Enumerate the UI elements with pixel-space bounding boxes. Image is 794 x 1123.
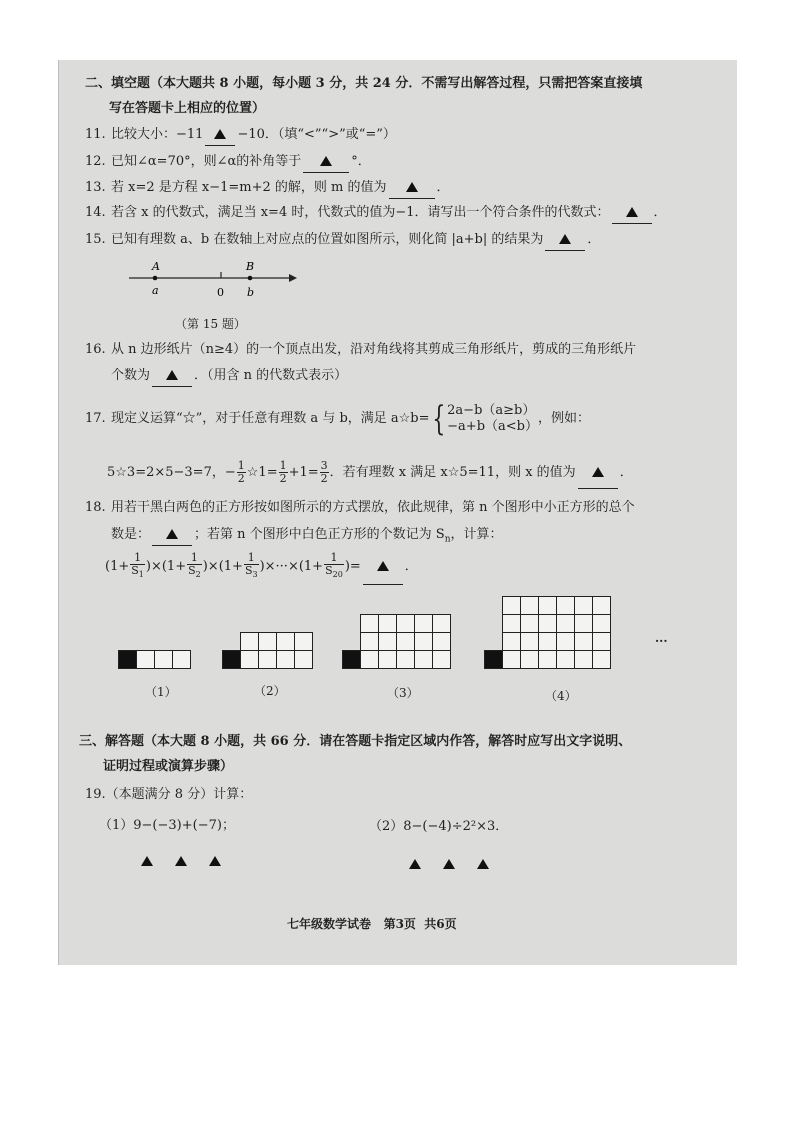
triangle-icon (443, 859, 455, 869)
white-square (240, 632, 259, 651)
section2-title-cont: 写在答题卡上相应的位置） (109, 101, 266, 116)
triangle-icon (406, 182, 418, 192)
label-A: A (152, 260, 160, 273)
brace-icon: { (431, 398, 445, 439)
white-square (502, 614, 521, 633)
figure-caption-4: （4） (545, 689, 577, 703)
white-square (574, 614, 593, 633)
fraction: $\frac{1}{S_{20}}$ (325, 550, 343, 580)
question-16: 16. 从 n 边形纸片（n≥4）的一个顶点出发，沿对角线将其剪成三角形纸片，剪成的三角形纸片 (85, 342, 637, 357)
white-square (520, 650, 539, 669)
white-square (360, 632, 379, 651)
question-18-cont: 数是： ；若第 n 个图形中白色正方形的个数记为 $S_n$，计算： (111, 527, 503, 545)
white-square (574, 596, 593, 615)
answer-blank (152, 366, 192, 387)
fraction: $\frac{3}{2}$ (320, 459, 328, 485)
fraction: $\frac{1}{2}$ (279, 459, 287, 485)
white-square (432, 632, 451, 651)
question-18-expression: (1+ $\frac{1}{S_1}$ )×(1+ $\frac{1}{S_2}$ )×(1+ $\frac{1}{S_3}$ )×···×(1+ $\frac{1}{S_{20}}$ )= ． (105, 550, 418, 585)
triangle-icon (166, 529, 178, 539)
white-square (538, 650, 557, 669)
white-square (360, 614, 379, 633)
answer-blank (578, 458, 618, 489)
question-15: 15. 已知有理数 a、b 在数轴上对应点的位置如图所示，则化简 |a+b| 的结果为 ． (85, 230, 600, 251)
answer-blank (612, 203, 652, 224)
white-square (276, 650, 295, 669)
question-19-part1: （1）9−(−3)+(−7)； (99, 818, 235, 833)
white-square (378, 632, 397, 651)
question-14: 14. 若含 x 的代数式，满足当 x=4 时，代数式的值为−1．请写出一个符合条件的代数式： ． (85, 203, 667, 224)
question-11: 11. 比较大小：−11 −10．（填“<”“>”或“=”） (85, 125, 396, 146)
triangle-icon (626, 207, 638, 217)
triangle-icon (209, 856, 221, 866)
page-footer: 七年级数学试卷 第3页 共6页 (287, 917, 457, 931)
white-square (414, 632, 433, 651)
point-b (248, 276, 253, 281)
fraction: $\frac{1}{S_2}$ (188, 550, 201, 580)
triangle-icon (477, 859, 489, 869)
label-b: b (247, 286, 255, 299)
white-square (414, 614, 433, 633)
point-a (153, 276, 158, 281)
white-square (360, 650, 379, 669)
answer-blank (303, 152, 349, 173)
white-square (294, 650, 313, 669)
white-square (574, 650, 593, 669)
triangle-icon (166, 370, 178, 380)
white-square (538, 596, 557, 615)
white-square (396, 650, 415, 669)
triangle-icon (175, 856, 187, 866)
black-square (342, 650, 361, 669)
white-square (396, 632, 415, 651)
ellipsis: ··· (655, 634, 668, 648)
figure-caption-3: （3） (387, 686, 419, 700)
black-square (118, 650, 137, 669)
white-square (538, 614, 557, 633)
triangle-icon (377, 561, 389, 571)
triangle-icon (320, 156, 332, 166)
question-18: 18. 用若干黑白两色的正方形按如图所示的方式摆放，依此规律，第 n 个图形中小正方形的总个 (85, 500, 635, 515)
triangle-icon (559, 234, 571, 244)
white-square (556, 596, 575, 615)
white-square (574, 632, 593, 651)
white-square (276, 632, 295, 651)
white-square (502, 596, 521, 615)
white-square (592, 650, 611, 669)
white-square (396, 614, 415, 633)
label-B: B (246, 260, 255, 273)
figure-15-caption: （第 15 题） (175, 317, 246, 331)
answer-triangles-2 (409, 855, 511, 875)
fraction: $\frac{1}{2}$ (237, 459, 245, 485)
white-square (258, 650, 277, 669)
white-square (520, 632, 539, 651)
white-square (294, 632, 313, 651)
white-square (556, 650, 575, 669)
white-square (502, 632, 521, 651)
triangle-icon (409, 859, 421, 869)
fraction: $\frac{1}{S_3}$ (244, 550, 258, 580)
question-13: 13. 若 x=2 是方程 x−1=m+2 的解，则 m 的值为 ． (85, 178, 450, 199)
exam-sheet (58, 60, 737, 965)
question-19: 19.（本题满分 8 分）计算： (85, 787, 253, 802)
answer-blank (152, 525, 192, 546)
question-17: 17. 现定义运算“☆”，对于任意有理数 a 与 b，满足 a☆b={ 2a−b（a≥b） −a+b（a<b） ，例如： (85, 398, 590, 439)
white-square (154, 650, 173, 669)
white-square (378, 614, 397, 633)
label-a: a (152, 284, 159, 297)
white-square (414, 650, 433, 669)
piecewise-cases: 2a−b（a≥b） −a+b（a<b） (447, 402, 538, 434)
fraction: $\frac{1}{S_1}$ (131, 550, 144, 580)
number-line-figure (125, 258, 305, 304)
white-square (592, 596, 611, 615)
white-square (136, 650, 155, 669)
white-square (520, 614, 539, 633)
label-zero: 0 (217, 286, 224, 299)
white-square (520, 596, 539, 615)
white-square (432, 650, 451, 669)
answer-blank (205, 125, 235, 146)
white-square (432, 614, 451, 633)
figure-caption-1: （1） (145, 685, 177, 699)
white-square (172, 650, 191, 669)
white-square (556, 614, 575, 633)
white-square (538, 632, 557, 651)
white-square (556, 632, 575, 651)
triangle-icon (592, 467, 604, 477)
answer-blank (363, 550, 403, 585)
triangle-icon (214, 129, 226, 139)
white-square (240, 650, 259, 669)
white-square (258, 632, 277, 651)
arrow-icon (289, 274, 297, 282)
black-square (484, 650, 503, 669)
black-square (222, 650, 241, 669)
figure-caption-2: （2） (254, 684, 286, 698)
answer-triangles-1 (141, 852, 243, 872)
section3-title-cont: 证明过程或演算步骤） (103, 759, 234, 774)
white-square (592, 632, 611, 651)
section2-title: 二、填空题（本大题共 8 小题，每小题 3 分，共 24 分．不需写出解答过程，只需把答案直接填 (85, 76, 643, 91)
triangle-icon (141, 856, 153, 866)
answer-blank (545, 230, 585, 251)
white-square (378, 650, 397, 669)
white-square (502, 650, 521, 669)
question-19-part2: （2）8−(−4)÷2²×3． (369, 819, 509, 834)
question-16-cont: 个数为 ．（用含 n 的代数式表示） (111, 366, 347, 387)
question-17-examples: 5☆3=2×5−3=7，− $\frac{1}{2}$ ☆1= $\frac{1}{2}$ +1= $\frac{3}{2}$ ．若有理数 x 满足 x☆5=11，则 x 的值为 ． (107, 458, 633, 489)
question-12: 12. 已知∠α=70°，则∠α的补角等于 °． (85, 152, 371, 173)
white-square (592, 614, 611, 633)
section3-title: 三、解答题（本大题 8 小题，共 66 分．请在答题卡指定区域内作答，解答时应写出文字说明、 (79, 734, 632, 749)
answer-blank (389, 178, 435, 199)
